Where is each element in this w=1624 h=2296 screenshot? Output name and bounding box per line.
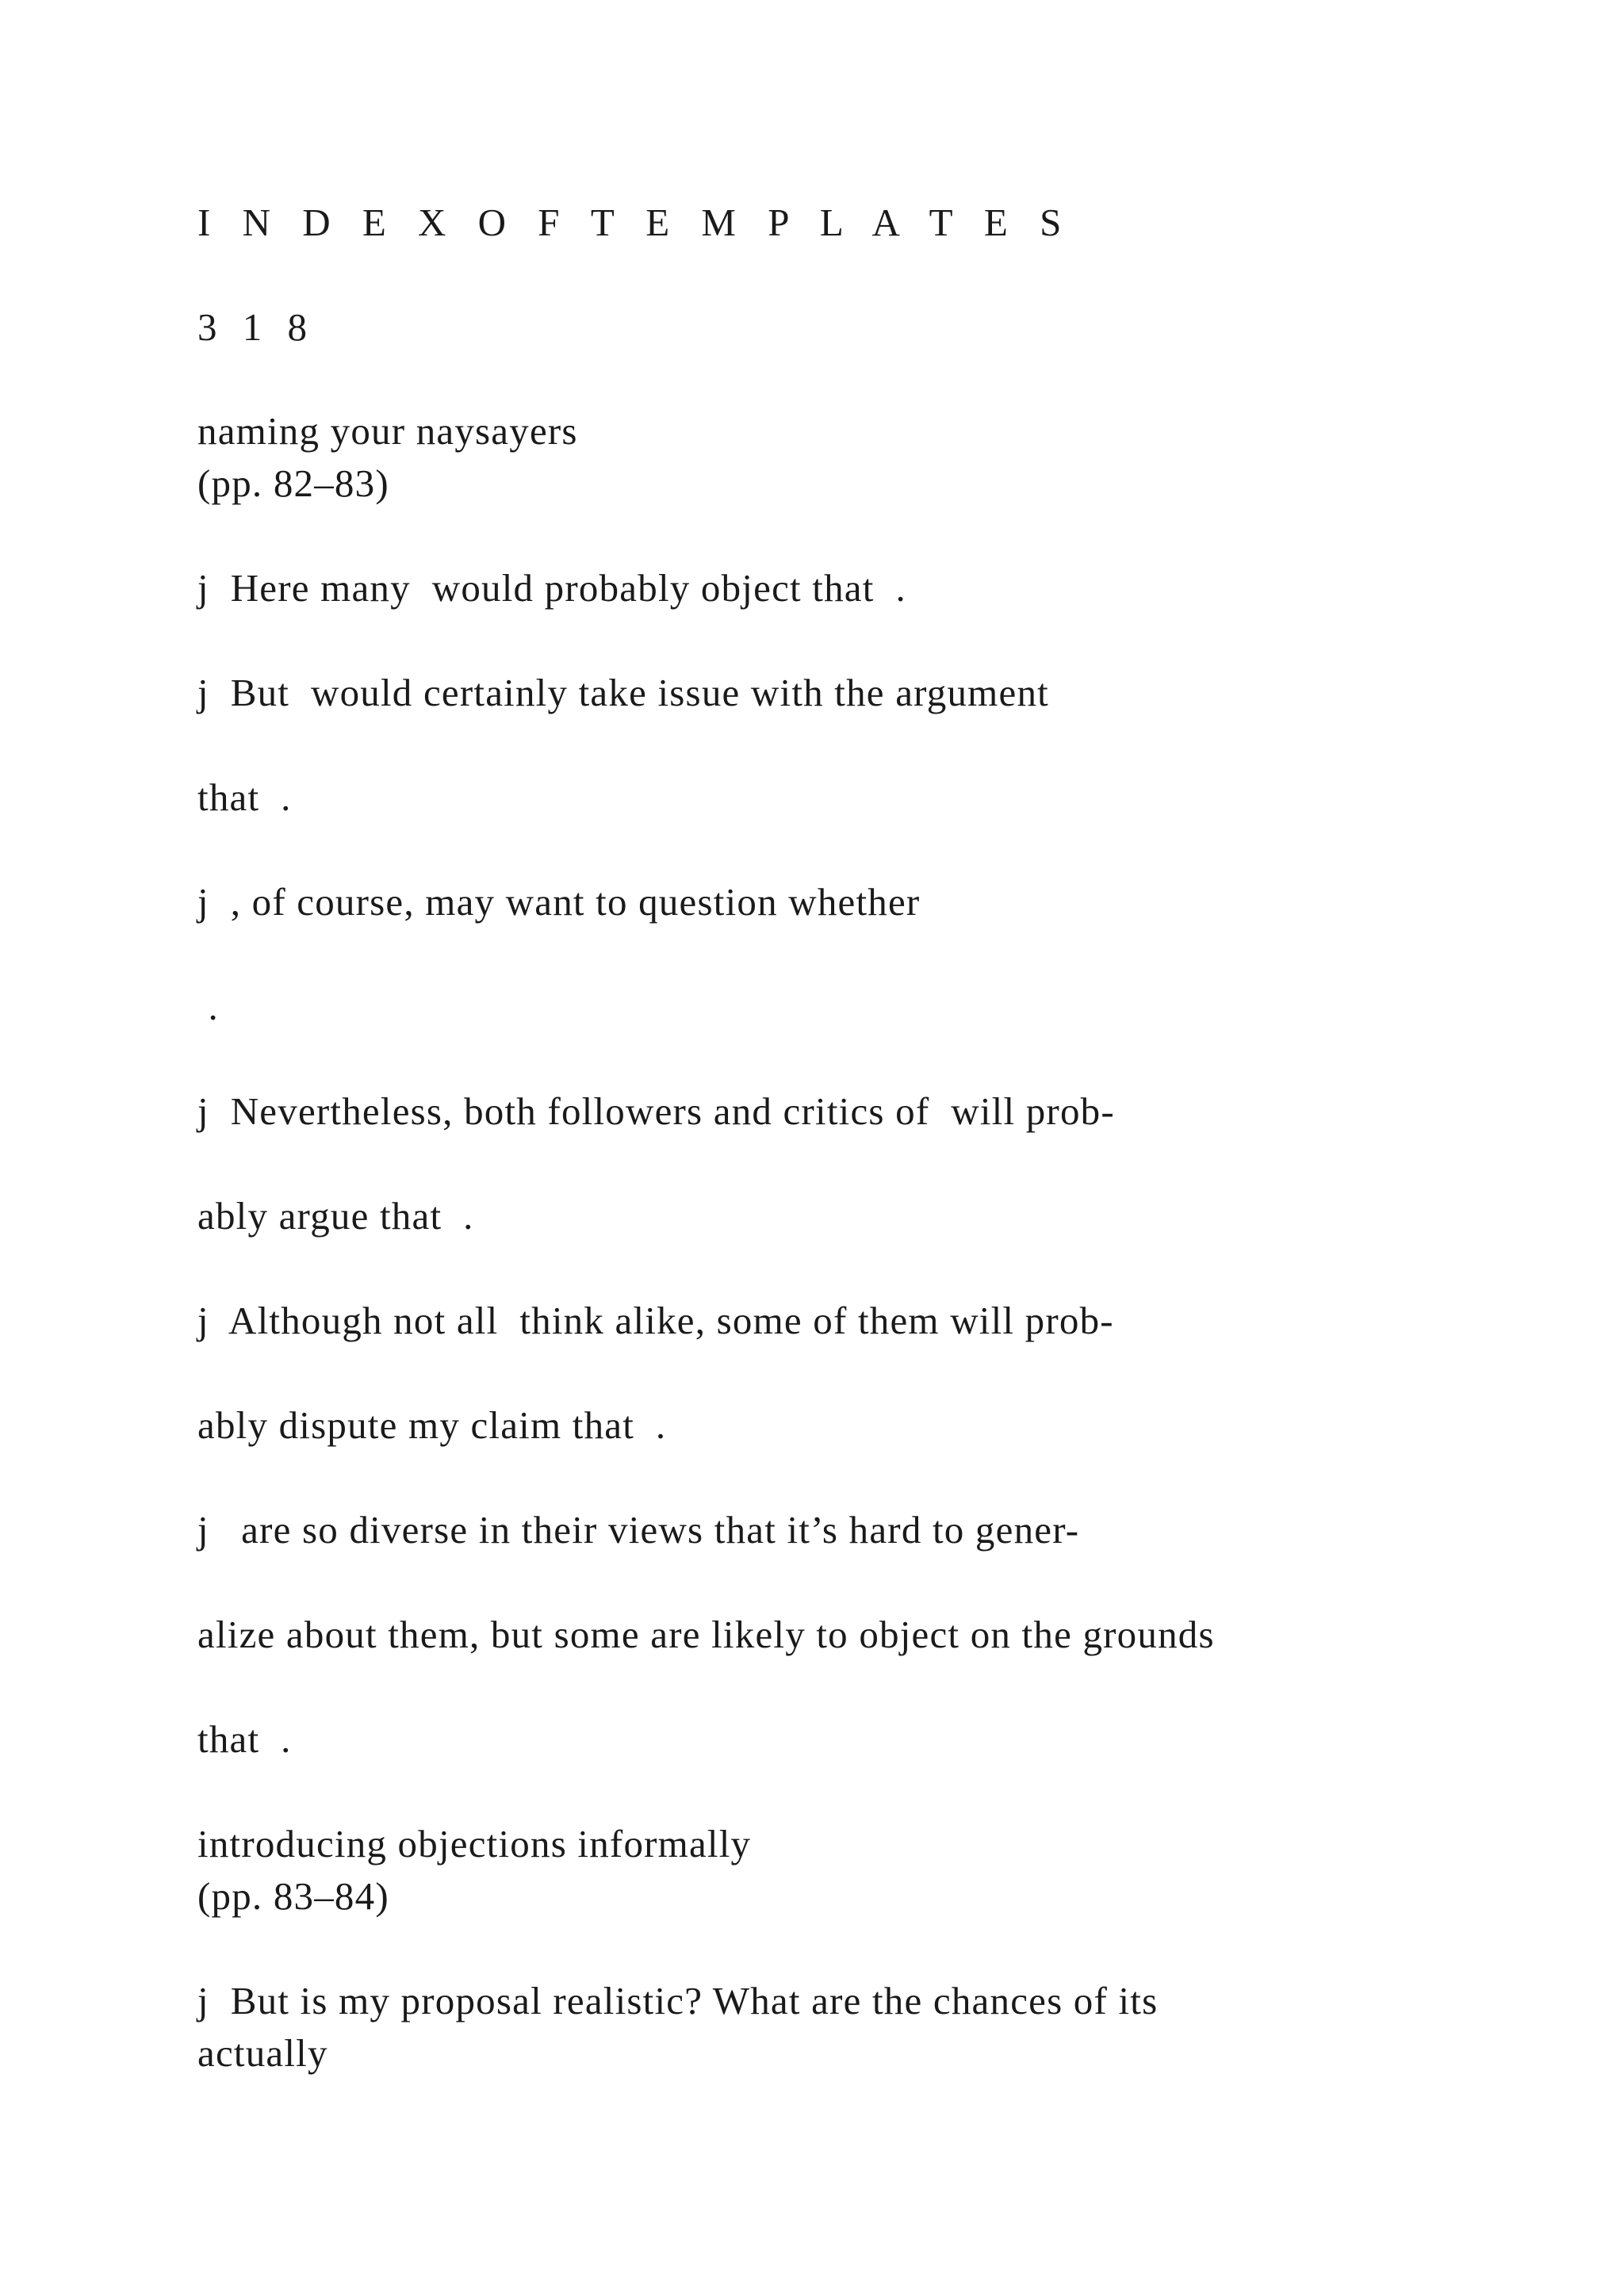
template-line: that . — [197, 1717, 292, 1761]
template-line: ably dispute my claim that . — [197, 1403, 667, 1447]
template-line: j , of course, may want to question whether — [197, 880, 921, 924]
section-heading: introducing objections informally — [197, 1822, 752, 1866]
template-line: j Here many would probably object that . — [197, 566, 906, 610]
template-line: . — [197, 985, 219, 1028]
section-page-ref: (pp. 83–84) — [197, 1874, 389, 1918]
template-line: alize about them, but some are likely to object on the grounds — [197, 1613, 1215, 1656]
template-line: j Nevertheless, both followers and critics of will prob- — [197, 1089, 1115, 1133]
template-line: that . — [197, 775, 292, 819]
running-header: I N D E X O F T E M P L A T E S — [197, 201, 1073, 244]
template-line: actually — [197, 2031, 328, 2075]
template-line: ably argue that . — [197, 1194, 474, 1238]
page-number: 3 1 8 — [197, 305, 315, 349]
section-page-ref: (pp. 82–83) — [197, 461, 389, 505]
section-heading: naming your naysayers — [197, 409, 578, 453]
template-line: j But is my proposal realistic? What are the chances of its — [197, 1979, 1159, 2022]
template-line: j But would certainly take issue with the argument — [197, 671, 1049, 714]
template-line: j are so diverse in their views that it’s hard to gener- — [197, 1508, 1080, 1552]
template-line: j Although not all think alike, some of them will prob- — [197, 1299, 1114, 1342]
